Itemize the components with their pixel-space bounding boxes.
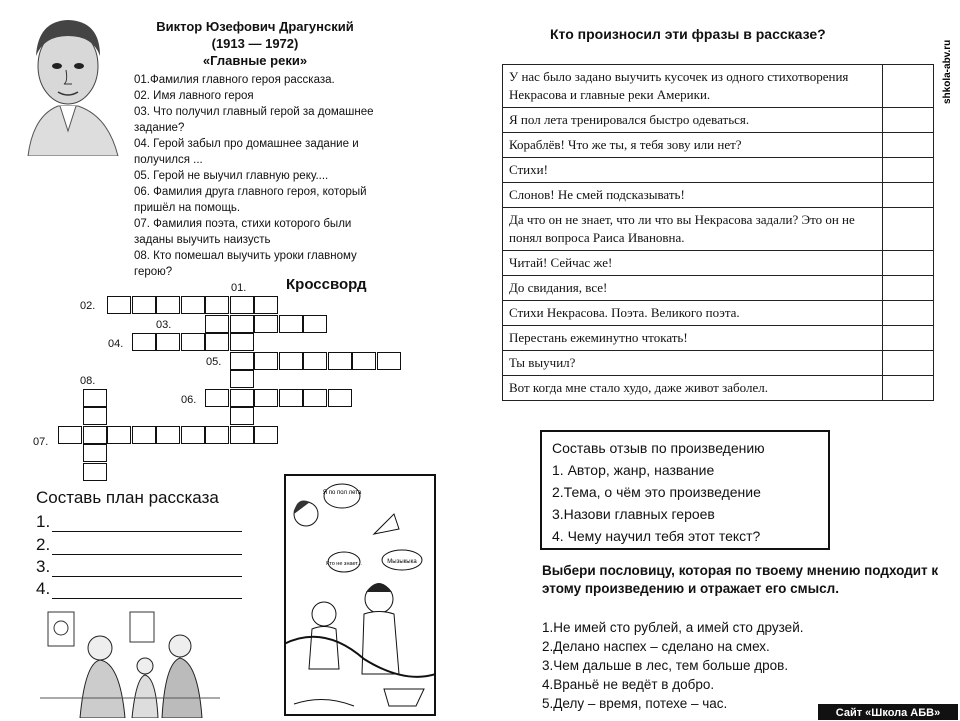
crossword-cell[interactable] [230, 296, 254, 314]
crossword-cell[interactable] [352, 352, 376, 370]
crossword-cell[interactable] [132, 296, 156, 314]
question-line: 05. Герой не выучил главную реку.... [134, 170, 329, 182]
site-badge: Сайт «Школа АБВ» [818, 704, 958, 720]
plan-item[interactable] [36, 579, 242, 599]
question-line: 03. Что получил главный герой за домашнее [134, 106, 374, 118]
review-item: 3.Назови главных героев [552, 506, 715, 522]
crossword-number: 07. [33, 436, 49, 448]
crossword-cell[interactable] [230, 352, 254, 370]
table-row [503, 276, 934, 301]
table-row [503, 251, 934, 276]
crossword-cell[interactable] [254, 315, 278, 333]
crossword-cell[interactable] [132, 333, 156, 351]
crossword-cell[interactable] [328, 352, 352, 370]
crossword-number: 02. [80, 300, 96, 312]
author-years: (1913 — 1972) [211, 36, 299, 51]
answer-cell[interactable] [883, 326, 934, 351]
proverb-option[interactable]: 3.Чем дальше в лес, тем больше дров. [542, 658, 789, 673]
phrase-text: Я пол лета тренировался быстро одеваться. [503, 108, 883, 133]
plan-title: Составь план рассказа [36, 488, 219, 507]
table-row [503, 376, 934, 401]
table-row [503, 326, 934, 351]
speech-bubble-1: Я по пол лета [322, 490, 362, 496]
crossword-cell[interactable] [303, 315, 327, 333]
plan-item-number: 1. [36, 512, 51, 531]
plan-item[interactable] [36, 535, 242, 555]
crossword-cell[interactable] [132, 426, 156, 444]
crossword-number: 04. [108, 338, 124, 350]
proverb-option[interactable]: 1.Не имей сто рублей, а имей сто друзей. [542, 620, 804, 635]
crossword-cell[interactable] [156, 426, 180, 444]
table-row [503, 183, 934, 208]
crossword-cell[interactable] [230, 407, 254, 425]
speech-bubble-3: Кто не знает... [326, 561, 362, 567]
review-box [540, 430, 830, 550]
crossword-cell[interactable] [205, 426, 229, 444]
crossword-cell[interactable] [83, 407, 107, 425]
crossword-number: 03. [156, 319, 172, 331]
site-url-vertical [936, 8, 956, 108]
table-row [503, 65, 934, 108]
question-line: 01.Фамилия главного героя рассказа. [134, 74, 335, 86]
phrase-text: Да что он не знает, что ли что вы Некрасова задали? Это он не понял вопроса Раиса Ивановна. [503, 208, 883, 251]
crossword-cell[interactable] [205, 315, 229, 333]
crossword-cell[interactable] [205, 333, 229, 351]
crossword-grid[interactable] [0, 0, 420, 480]
plan-answer-line[interactable] [52, 515, 242, 532]
plan-item-number: 2. [36, 535, 51, 554]
review-item: 1. Автор, жанр, название [552, 462, 715, 478]
plan-item-number: 3. [36, 557, 51, 576]
answer-cell[interactable] [883, 158, 934, 183]
table-row [503, 133, 934, 158]
phrases-title: Кто произносил эти фразы в рассказе? [550, 26, 826, 42]
crossword-cell[interactable] [328, 389, 352, 407]
crossword-cell[interactable] [254, 389, 278, 407]
crossword-number: 06. [181, 394, 197, 406]
plan-answer-line[interactable] [52, 582, 242, 599]
question-line: герою? [134, 266, 173, 278]
question-line: 08. Кто помешал выучить уроки главному [134, 250, 357, 262]
crossword-cell[interactable] [205, 389, 229, 407]
crossword-cell[interactable] [230, 333, 254, 351]
answer-cell[interactable] [883, 351, 934, 376]
review-title: Составь отзыв по произведению [552, 440, 765, 456]
proverb-option[interactable]: 5.Делу – время, потехе – час. [542, 696, 728, 711]
crossword-cell[interactable] [83, 389, 107, 407]
crossword-cell[interactable] [181, 333, 205, 351]
proverbs-title: Выбери пословицу, которая по твоему мнению подходит к этому произведению и отражает его смысл. [542, 563, 939, 596]
crossword-cell[interactable] [303, 389, 327, 407]
question-line: задание? [134, 122, 185, 134]
crossword-cell[interactable] [254, 426, 278, 444]
answer-cell[interactable] [883, 376, 934, 401]
proverb-option[interactable]: 4.Враньё не ведёт в добро. [542, 677, 715, 692]
review-item: 2.Тема, о чём это произведение [552, 484, 761, 500]
phrase-text: Вот когда мне стало худо, даже живот заболел. [503, 376, 883, 401]
crossword-cell[interactable] [230, 370, 254, 388]
crossword-number: 05. [206, 356, 222, 368]
crossword-number: 01. [231, 282, 247, 294]
phrase-text: Стихи! [503, 158, 883, 183]
crossword-cell[interactable] [279, 315, 303, 333]
question-line: 04. Герой забыл про домашнее задание и [134, 138, 359, 150]
cartoon-illustration [284, 474, 436, 716]
question-line: 02. Имя лавного героя [134, 90, 254, 102]
crossword-cell[interactable] [107, 426, 131, 444]
crossword-title: Кроссворд [286, 276, 367, 293]
phrase-text: Ты выучил? [503, 351, 883, 376]
classroom-illustration [40, 608, 220, 718]
crossword-cell[interactable] [181, 426, 205, 444]
phrase-text: Слонов! Не смей подсказывать! [503, 183, 883, 208]
table-row [503, 208, 934, 251]
question-line: пришёл на помощь. [134, 202, 241, 214]
phrase-text: Читай! Сейчас же! [503, 251, 883, 276]
crossword-cell[interactable] [156, 296, 180, 314]
answer-cell[interactable] [883, 208, 934, 251]
crossword-cell[interactable] [156, 333, 180, 351]
answer-cell[interactable] [883, 276, 934, 301]
table-row [503, 158, 934, 183]
crossword-cell[interactable] [230, 315, 254, 333]
phrase-text: До свидания, все! [503, 276, 883, 301]
plan-answer-line[interactable] [52, 538, 242, 555]
table-row [503, 108, 934, 133]
question-line: 06. Фамилия друга главного героя, который [134, 186, 367, 198]
answer-cell[interactable] [883, 65, 934, 108]
plan-item-number: 4. [36, 579, 51, 598]
crossword-number: 08. [80, 375, 96, 387]
question-line: получился ... [134, 154, 203, 166]
question-line: заданы выучить наизусть [134, 234, 271, 246]
proverb-option[interactable]: 2.Делано наспех – сделано на смех. [542, 639, 770, 654]
table-row [503, 351, 934, 376]
phrase-text: У нас было задано выучить кусочек из одного стихотворения Некрасова и главные реки Америки. [503, 65, 883, 108]
crossword-cell[interactable] [107, 296, 131, 314]
crossword-cell[interactable] [230, 389, 254, 407]
table-row [503, 301, 934, 326]
phrases-table [502, 64, 934, 401]
author-name: Виктор Юзефович Драгунский [156, 19, 354, 34]
crossword-cell[interactable] [205, 296, 229, 314]
review-item: 4. Чему научил тебя этот текст? [552, 528, 761, 544]
crossword-cell[interactable] [83, 444, 107, 462]
crossword-cell[interactable] [254, 296, 278, 314]
phrase-text: Перестань ежеминутно чтокать! [503, 326, 883, 351]
story-title: «Главные реки» [202, 53, 308, 68]
speech-bubble-2: Мызыкыка [387, 559, 417, 565]
crossword-cell[interactable] [83, 426, 107, 444]
answer-cell[interactable] [883, 133, 934, 158]
answer-cell[interactable] [883, 108, 934, 133]
crossword-cell[interactable] [230, 426, 254, 444]
question-line: 07. Фамилия поэта, стихи которого были [134, 218, 352, 230]
phrase-text: Кораблёв! Что же ты, я тебя зову или нет? [503, 133, 883, 158]
answer-cell[interactable] [883, 301, 934, 326]
crossword-cell[interactable] [279, 352, 303, 370]
crossword-cell[interactable] [83, 463, 107, 481]
site-url-text: shkola-abv.ru [942, 39, 953, 104]
plan-item[interactable] [36, 557, 242, 577]
plan-item[interactable] [36, 512, 242, 532]
crossword-cell[interactable] [303, 352, 327, 370]
phrase-text: Стихи Некрасова. Поэта. Великого поэта. [503, 301, 883, 326]
crossword-cell[interactable] [279, 389, 303, 407]
crossword-cell[interactable] [254, 352, 278, 370]
crossword-cell[interactable] [377, 352, 401, 370]
plan-answer-line[interactable] [52, 560, 242, 577]
crossword-cell[interactable] [181, 296, 205, 314]
crossword-cell[interactable] [58, 426, 82, 444]
answer-cell[interactable] [883, 183, 934, 208]
answer-cell[interactable] [883, 251, 934, 276]
